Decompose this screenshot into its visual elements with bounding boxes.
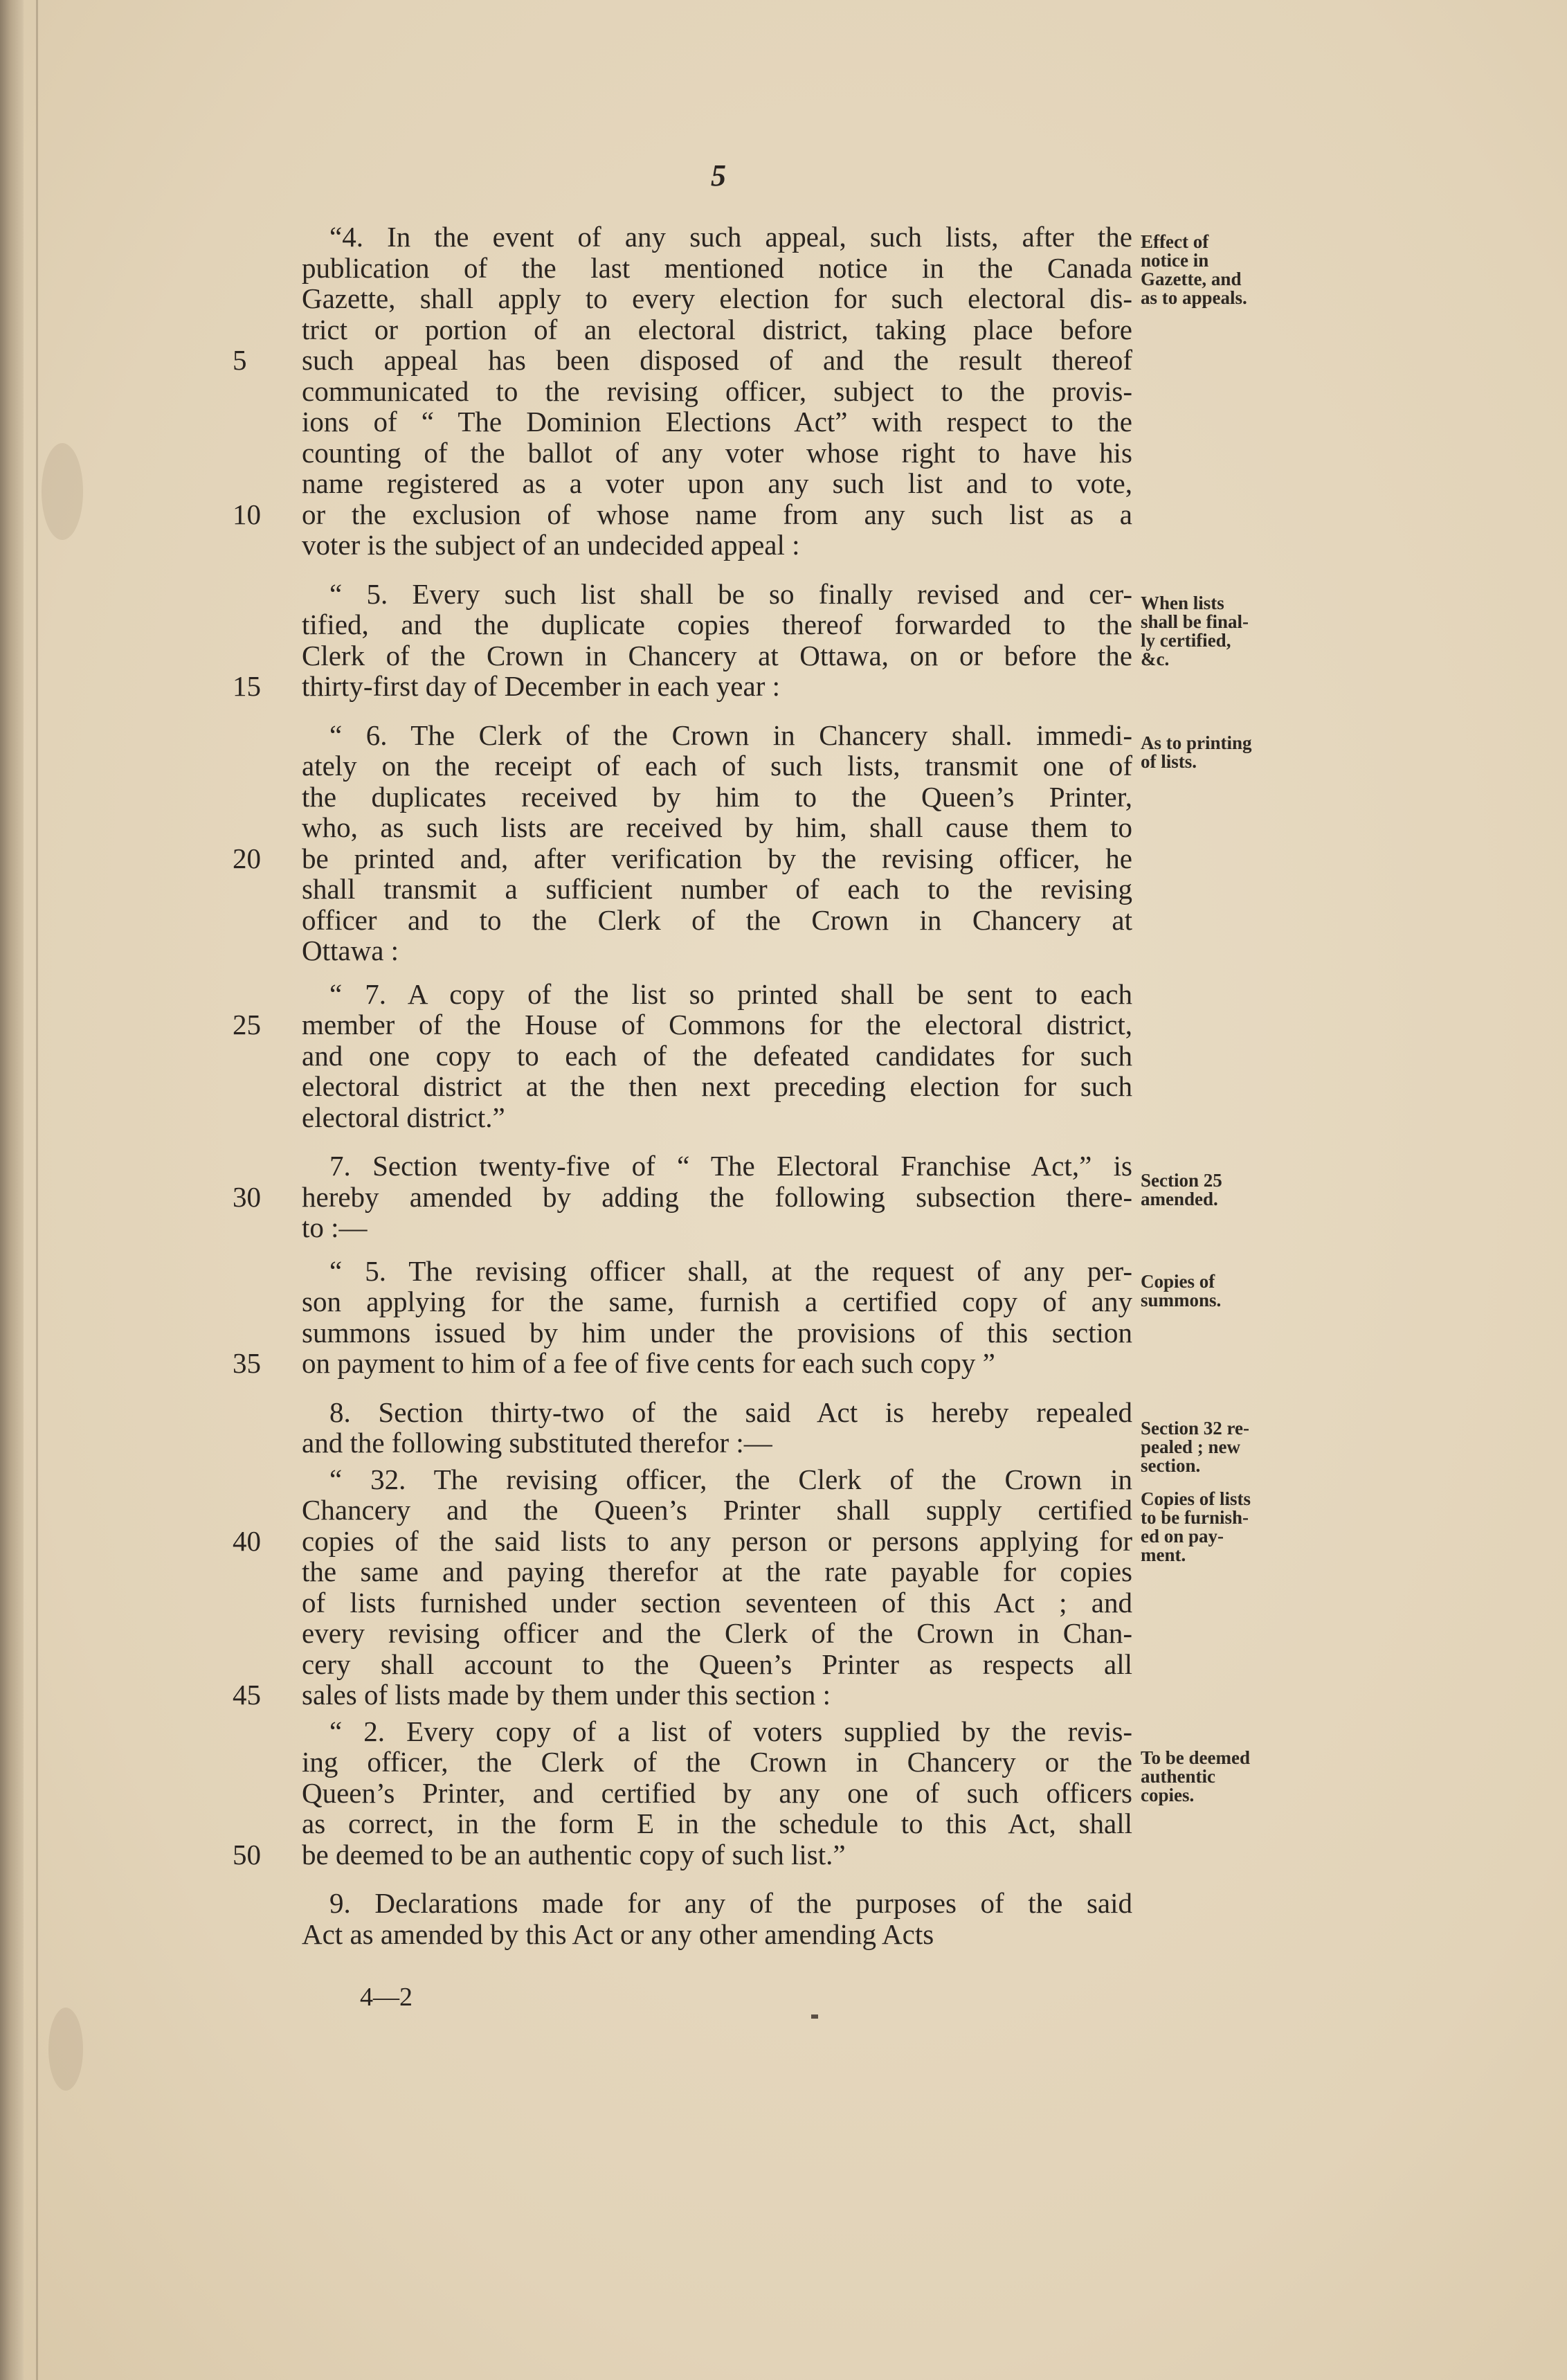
text-line: electoral district.” bbox=[302, 1101, 505, 1133]
margin-note-line: As to printing bbox=[1141, 732, 1252, 753]
text-line: every revising officer and the Clerk of the Crown in Chan- bbox=[302, 1617, 1132, 1649]
margin-note-line: of lists. bbox=[1141, 751, 1197, 772]
margin-note bbox=[1141, 233, 1300, 307]
margin-note-line: ment. bbox=[1141, 1544, 1186, 1565]
paragraph bbox=[233, 1254, 1132, 1379]
text-line: “ 32. The revising officer, the Clerk of the Crown in bbox=[329, 1463, 1132, 1495]
margin-note bbox=[1141, 1272, 1300, 1310]
margin-note-line: notice in bbox=[1141, 250, 1209, 271]
page-number: 5 bbox=[711, 159, 726, 192]
text-line: the duplicates received by him to the Queen’s Printer, bbox=[302, 780, 1132, 813]
margin-note-line: amended. bbox=[1141, 1189, 1218, 1209]
text-line: to :— bbox=[302, 1211, 368, 1243]
text-line: communicated to the revising officer, subject to the provis- bbox=[302, 375, 1132, 407]
margin-note-line: &c. bbox=[1141, 649, 1170, 669]
printer-dot bbox=[811, 2014, 818, 2019]
text-line: “ 6. The Clerk of the Crown in Chancery shall. immedi- bbox=[329, 719, 1132, 751]
text-line: on payment to him of a fee of five cents for each such copy ” 35 bbox=[233, 1347, 995, 1379]
text-line: “ 7. A copy of the list so printed shall be sent to each bbox=[329, 977, 1132, 1010]
signature-mark: 4—2 bbox=[360, 1983, 413, 2012]
text-line: name registered as a voter upon any such list and to vote, bbox=[302, 467, 1132, 499]
text-line: and the following substituted therefor :— bbox=[302, 1427, 772, 1459]
margin-note-line: When lists bbox=[1141, 593, 1224, 613]
text-line: Clerk of the Crown in Chancery at Ottawa, on or before the bbox=[302, 639, 1132, 671]
margin-note-line: Copies of lists bbox=[1141, 1488, 1251, 1509]
text-line: voter is the subject of an undecided appeal : bbox=[302, 529, 800, 561]
margin-note-line: Section 32 re- bbox=[1141, 1418, 1249, 1439]
text-line: who, as such lists are received by him, shall cause them to bbox=[302, 811, 1132, 843]
text-line: ions of “ The Dominion Elections Act” with respect to the bbox=[302, 406, 1132, 438]
text-line: “ 5. The revising officer shall, at the request of any per- bbox=[329, 1254, 1132, 1287]
text-line: sales of lists made by them under this section : 45 bbox=[233, 1679, 831, 1711]
margin-note-line: shall be final- bbox=[1141, 611, 1249, 632]
text-line: tified, and the duplicate copies thereof forwarded to the bbox=[302, 608, 1132, 640]
text-line: officer and to the Clerk of the Crown in Chancery at bbox=[302, 903, 1132, 936]
paragraph bbox=[302, 1397, 1132, 1459]
text-line: member of the House of Commons for the electoral district, 25 bbox=[233, 1009, 1132, 1040]
paper-stain bbox=[42, 443, 83, 540]
margin-note bbox=[1141, 1419, 1300, 1475]
margin-note bbox=[1141, 734, 1300, 771]
paper-stain bbox=[48, 2008, 83, 2091]
margin-note-line: ly certified, bbox=[1141, 630, 1231, 651]
margin-note bbox=[1141, 1749, 1300, 1805]
text-line: Chancery and the Queen’s Printer shall supply certified bbox=[302, 1494, 1132, 1526]
margin-note-line: To be deemed bbox=[1141, 1747, 1251, 1768]
line-number: 35 bbox=[233, 1347, 261, 1379]
line-number: 15 bbox=[233, 670, 261, 702]
line-number: 45 bbox=[233, 1679, 261, 1711]
line-number: 25 bbox=[233, 1009, 261, 1040]
margin-note bbox=[1141, 1490, 1300, 1565]
text-line: hereby amended by adding the following subsection there- 30 bbox=[233, 1180, 1132, 1213]
paragraph bbox=[233, 577, 1132, 702]
margin-note-line: Gazette, and bbox=[1141, 269, 1242, 289]
text-line: be printed and, after verification by the revising officer, he 20 bbox=[233, 842, 1132, 874]
text-line: summons issued by him under the provisions of this section bbox=[302, 1316, 1132, 1349]
paragraph bbox=[233, 977, 1132, 1133]
binding-crease bbox=[36, 0, 38, 2380]
line-number: 40 bbox=[233, 1524, 261, 1557]
margin-note-line: authentic bbox=[1141, 1766, 1215, 1787]
text-line: Gazette, shall apply to every election for such electoral dis- bbox=[302, 282, 1132, 314]
text-line: 7. Section twenty-five of “ The Electoral Franchise Act,” is bbox=[329, 1150, 1132, 1182]
text-line: Queen’s Printer, and certified by any one of such officers bbox=[302, 1776, 1132, 1809]
text-line: of lists furnished under section seventeen of this Act ; and bbox=[302, 1586, 1132, 1619]
margin-note-line: ed on pay- bbox=[1141, 1526, 1224, 1547]
paragraph bbox=[233, 1150, 1132, 1243]
text-line: as correct, in the form E in the schedule to this Act, shall bbox=[302, 1807, 1132, 1839]
line-number: 30 bbox=[233, 1180, 261, 1213]
text-line: copies of the said lists to any person or persons applying for 40 bbox=[233, 1524, 1132, 1557]
text-line: cery shall account to the Queen’s Printer as respects all bbox=[302, 1648, 1132, 1680]
margin-note-line: summons. bbox=[1141, 1290, 1222, 1310]
margin-note-line: Section 25 bbox=[1141, 1170, 1222, 1191]
text-line: or the exclusion of whose name from any such list as a 10 bbox=[233, 498, 1132, 530]
paragraph bbox=[233, 221, 1132, 561]
margin-note-line: to be furnish- bbox=[1141, 1507, 1249, 1528]
text-line: ing officer, the Clerk of the Crown in Chancery or the bbox=[302, 1746, 1132, 1778]
margin-note-line: copies. bbox=[1141, 1785, 1195, 1805]
text-line: publication of the last mentioned notice in the Canada bbox=[302, 251, 1132, 284]
margin-note-line: Copies of bbox=[1141, 1271, 1215, 1292]
text-line: thirty-first day of December in each year : 15 bbox=[233, 670, 780, 702]
text-line: be deemed to be an authentic copy of such list.” 50 bbox=[233, 1838, 846, 1870]
text-line: and one copy to each of the defeated candidates for such bbox=[302, 1039, 1132, 1072]
margin-note bbox=[1141, 594, 1300, 669]
paragraph bbox=[233, 719, 1132, 966]
text-line: shall transmit a sufficient number of each to the revising bbox=[302, 873, 1132, 905]
text-line: son applying for the same, furnish a certified copy of any bbox=[302, 1286, 1132, 1317]
text-line: “4. In the event of any such appeal, such lists, after the bbox=[329, 221, 1132, 253]
text-line: counting of the ballot of any voter whose right to have his bbox=[302, 436, 1132, 469]
line-number: 50 bbox=[233, 1838, 261, 1870]
line-number: 5 bbox=[233, 344, 247, 376]
text-line: ately on the receipt of each of such lists, transmit one of bbox=[302, 750, 1132, 782]
text-line: the same and paying therefor at the rate payable for copies bbox=[302, 1556, 1132, 1587]
text-line: 8. Section thirty-two of the said Act is hereby repealed bbox=[329, 1396, 1132, 1428]
text-line: 9. Declarations made for any of the purposes of the said bbox=[329, 1887, 1132, 1919]
paragraph bbox=[233, 1463, 1132, 1711]
text-line: Ottawa : bbox=[302, 935, 399, 966]
page-binding-edge bbox=[0, 0, 24, 2380]
margin-note-line: section. bbox=[1141, 1455, 1201, 1476]
paragraph bbox=[233, 1715, 1132, 1870]
margin-note bbox=[1141, 1171, 1300, 1209]
text-line: “ 5. Every such list shall be so finally revised and cer- bbox=[329, 577, 1132, 610]
margin-note-line: Effect of bbox=[1141, 231, 1209, 252]
line-number: 20 bbox=[233, 842, 261, 874]
margin-note-line: pealed ; new bbox=[1141, 1436, 1240, 1457]
statute-text bbox=[233, 221, 1132, 1950]
text-line: trict or portion of an electoral district, taking place before bbox=[302, 313, 1132, 345]
text-line: electoral district at the then next preceding election for such bbox=[302, 1070, 1132, 1102]
text-line: such appeal has been disposed of and the result thereof 5 bbox=[233, 344, 1132, 376]
text-line: Act as amended by this Act or any other amending Acts bbox=[302, 1918, 934, 1950]
margin-note-line: as to appeals. bbox=[1141, 287, 1247, 308]
line-number: 10 bbox=[233, 498, 261, 530]
text-line: “ 2. Every copy of a list of voters supplied by the revis- bbox=[329, 1715, 1132, 1747]
paragraph bbox=[302, 1888, 1132, 1949]
